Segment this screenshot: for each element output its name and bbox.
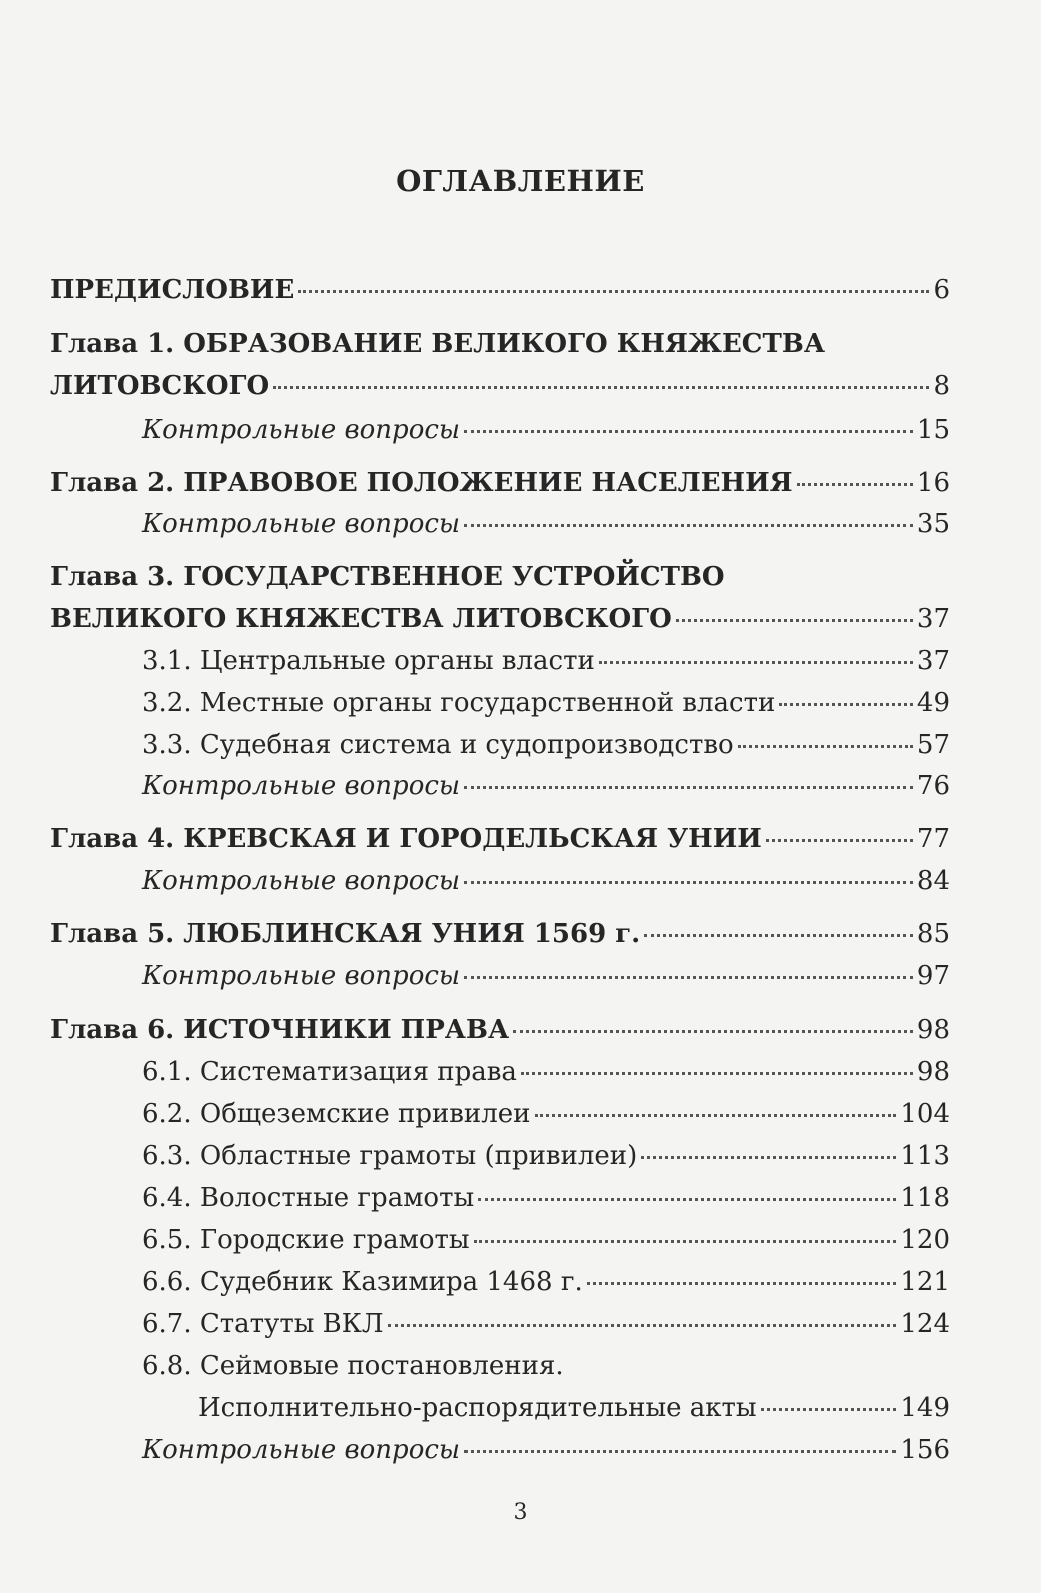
toc-entry-section-3-2[interactable] <box>142 683 950 723</box>
toc-entry-section-6-4[interactable] <box>142 1178 950 1218</box>
dot-leader <box>298 290 929 293</box>
entry-page: 49 <box>916 688 950 718</box>
entry-label: Контрольные вопросы <box>142 509 461 539</box>
dot-leader <box>464 976 913 979</box>
entry-label: 6.7. Статуты ВКЛ <box>142 1309 384 1339</box>
dot-leader <box>676 619 913 622</box>
dot-leader <box>797 483 913 486</box>
toc-entry-chapter-5-questions[interactable] <box>142 956 950 996</box>
dot-leader <box>521 1072 913 1075</box>
entry-label: Контрольные вопросы <box>142 415 461 445</box>
entry-page: 85 <box>916 919 950 949</box>
dot-leader <box>464 1450 896 1453</box>
entry-page: 121 <box>900 1267 950 1297</box>
dot-leader <box>641 1156 896 1159</box>
entry-page: 77 <box>916 824 950 854</box>
toc-entry-section-6-8[interactable] <box>198 1388 950 1428</box>
entry-page: 15 <box>916 415 950 445</box>
entry-page: 156 <box>900 1435 950 1465</box>
dot-leader <box>478 1198 896 1201</box>
entry-page: 76 <box>916 771 950 801</box>
dot-leader <box>779 703 913 706</box>
toc-entry-chapter-3-questions[interactable] <box>142 766 950 806</box>
dot-leader <box>644 934 913 937</box>
entry-page: 98 <box>916 1015 950 1045</box>
entry-page: 124 <box>900 1309 950 1339</box>
entry-page: 120 <box>900 1225 950 1255</box>
dot-leader <box>761 1408 897 1411</box>
toc-entry-section-6-8-line1: 6.8. Сеймовые постановления. <box>142 1351 564 1381</box>
entry-label: Контрольные вопросы <box>142 961 461 991</box>
dot-leader <box>474 1240 897 1243</box>
dot-leader <box>599 661 913 664</box>
toc-entry-chapter-5[interactable] <box>50 914 950 954</box>
entry-page: 84 <box>916 866 950 896</box>
toc-entry-chapter-6-questions[interactable] <box>142 1430 950 1470</box>
entry-label: Глава 6. ИСТОЧНИКИ ПРАВА <box>50 1015 510 1045</box>
dot-leader <box>464 430 913 433</box>
entry-label: 6.5. Городские грамоты <box>142 1225 470 1255</box>
entry-label: ПРЕДИСЛОВИЕ <box>50 275 295 305</box>
entry-page: 37 <box>916 646 950 676</box>
entry-label: Контрольные вопросы <box>142 1435 461 1465</box>
toc-entry-section-6-6[interactable] <box>142 1262 950 1302</box>
toc-entry-chapter-3[interactable] <box>50 599 950 639</box>
dot-leader <box>464 524 913 527</box>
toc-entry-chapter-6[interactable] <box>50 1010 950 1050</box>
dot-leader <box>513 1030 913 1033</box>
dot-leader <box>766 839 913 842</box>
entry-label: Глава 4. КРЕВСКАЯ И ГОРОДЕЛЬСКАЯ УНИИ <box>50 824 762 854</box>
toc-entry-chapter-1-line1: Глава 1. ОБРАЗОВАНИЕ ВЕЛИКОГО КНЯЖЕСТВА <box>50 329 825 359</box>
toc-entry-section-6-5[interactable] <box>142 1220 950 1260</box>
entry-label: 6.4. Волостные грамоты <box>142 1183 475 1213</box>
entry-page: 16 <box>916 468 950 498</box>
entry-label: 6.1. Систематизация права <box>142 1057 517 1087</box>
entry-label: Глава 5. ЛЮБЛИНСКАЯ УНИЯ 1569 г. <box>50 919 641 949</box>
page-title: ОГЛАВЛЕНИЕ <box>396 164 645 198</box>
entry-label: Контрольные вопросы <box>142 866 461 896</box>
toc-entry-chapter-4[interactable] <box>50 819 950 859</box>
entry-label: Контрольные вопросы <box>142 771 461 801</box>
entry-label: ВЕЛИКОГО КНЯЖЕСТВА ЛИТОВСКОГО <box>50 604 672 634</box>
entry-page: 8 <box>933 371 950 401</box>
toc-entry-section-6-7[interactable] <box>142 1304 950 1344</box>
toc-entry-section-6-3[interactable] <box>142 1136 950 1176</box>
entry-label: 6.6. Судебник Казимира 1468 г. <box>142 1267 583 1297</box>
entry-page: 149 <box>900 1393 950 1423</box>
dot-leader <box>587 1282 897 1285</box>
entry-label: 3.3. Судебная система и судопроизводство <box>142 730 734 760</box>
dot-leader <box>464 786 913 789</box>
toc-entry-chapter-3-line1: Глава 3. ГОСУДАРСТВЕННОЕ УСТРОЙСТВО <box>50 562 725 592</box>
entry-label: Глава 2. ПРАВОВОЕ ПОЛОЖЕНИЕ НАСЕЛЕНИЯ <box>50 468 793 498</box>
entry-page: 57 <box>916 730 950 760</box>
entry-label: Исполнительно-распорядительные акты <box>198 1393 757 1423</box>
entry-page: 118 <box>900 1183 950 1213</box>
entry-page: 98 <box>916 1057 950 1087</box>
toc-entry-section-3-1[interactable] <box>142 641 950 681</box>
toc-entry-section-6-2[interactable] <box>142 1094 950 1134</box>
toc-entry-section-3-3[interactable] <box>142 725 950 765</box>
toc-entry-preface[interactable] <box>50 270 950 310</box>
toc-entry-chapter-1[interactable] <box>50 366 950 406</box>
entry-page: 104 <box>900 1099 950 1129</box>
toc-entry-chapter-4-questions[interactable] <box>142 861 950 901</box>
page-number: 3 <box>513 1500 528 1525</box>
entry-label: 6.2. Общеземские привилеи <box>142 1099 531 1129</box>
entry-page: 113 <box>900 1141 950 1171</box>
entry-page: 6 <box>933 275 950 305</box>
entry-page: 97 <box>916 961 950 991</box>
entry-label: 3.1. Центральные органы власти <box>142 646 595 676</box>
toc-entry-section-6-1[interactable] <box>142 1052 950 1092</box>
dot-leader <box>535 1114 897 1117</box>
toc-entry-chapter-2-questions[interactable] <box>142 504 950 544</box>
entry-page: 37 <box>916 604 950 634</box>
dot-leader <box>738 745 913 748</box>
toc-entry-chapter-1-questions[interactable] <box>142 410 950 450</box>
entry-label: 3.2. Местные органы государственной власти <box>142 688 776 718</box>
dot-leader <box>388 1324 897 1327</box>
entry-label: ЛИТОВСКОГО <box>50 371 270 401</box>
entry-page: 35 <box>916 509 950 539</box>
dot-leader <box>273 386 929 389</box>
toc-entry-chapter-2[interactable] <box>50 463 950 503</box>
entry-label: 6.3. Областные грамоты (привилеи) <box>142 1141 638 1171</box>
dot-leader <box>464 881 913 884</box>
